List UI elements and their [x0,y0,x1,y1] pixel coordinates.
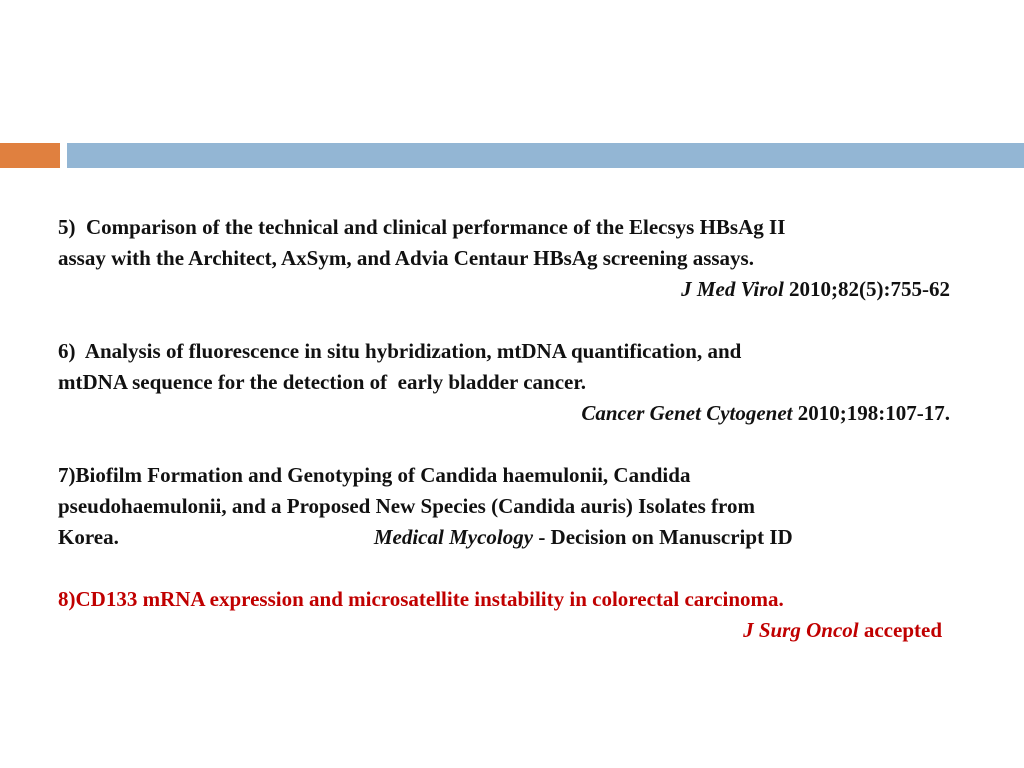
journal-group [374,522,793,553]
reference-list [58,212,950,646]
reference-6 [58,336,950,429]
spacer [58,305,950,336]
citation-details: 2010;82(5):755-62 [783,277,950,301]
reference-citation [58,398,950,429]
reference-text-line: mtDNA sequence for the detection of early bladder cancer. [58,370,587,394]
reference-8 [58,584,950,646]
spacer [58,429,950,460]
citation-details: accepted [858,618,942,642]
journal-name: J Med Virol [681,277,784,301]
reference-text-line: 6) Analysis of fluorescence in situ hybridization, mtDNA quantification, and [58,339,742,363]
accent-bar-orange [0,143,60,168]
reference-citation [58,274,950,305]
journal-name: J Surg Oncol [743,618,859,642]
reference-text-line: assay with the Architect, AxSym, and Advia Centaur HBsAg screening assays. [58,246,754,270]
accent-bar-blue [67,143,1024,168]
reference-text-line: pseudohaemulonii, and a Proposed New Species (Candida auris) Isolates from [58,494,755,518]
reference-7 [58,460,950,553]
reference-citation [58,522,950,553]
citation-details: - Decision on Manuscript ID [533,525,793,549]
reference-text-line: 7)Biofilm Formation and Genotyping of Candida haemulonii, Candida [58,463,691,487]
reference-text-line: 5) Comparison of the technical and clinical performance of the Elecsys HBsAg II [58,215,786,239]
journal-name: Cancer Genet Cytogenet [581,401,793,425]
journal-name: Medical Mycology [373,525,534,549]
spacer [58,553,950,584]
reference-text-line: 8)CD133 mRNA expression and microsatellite instability in colorectal carcinoma. [58,587,784,611]
reference-5 [58,212,950,305]
reference-text-end: Korea. [58,525,119,549]
reference-citation [58,615,950,646]
citation-details: 2010;198:107-17. [792,401,950,425]
